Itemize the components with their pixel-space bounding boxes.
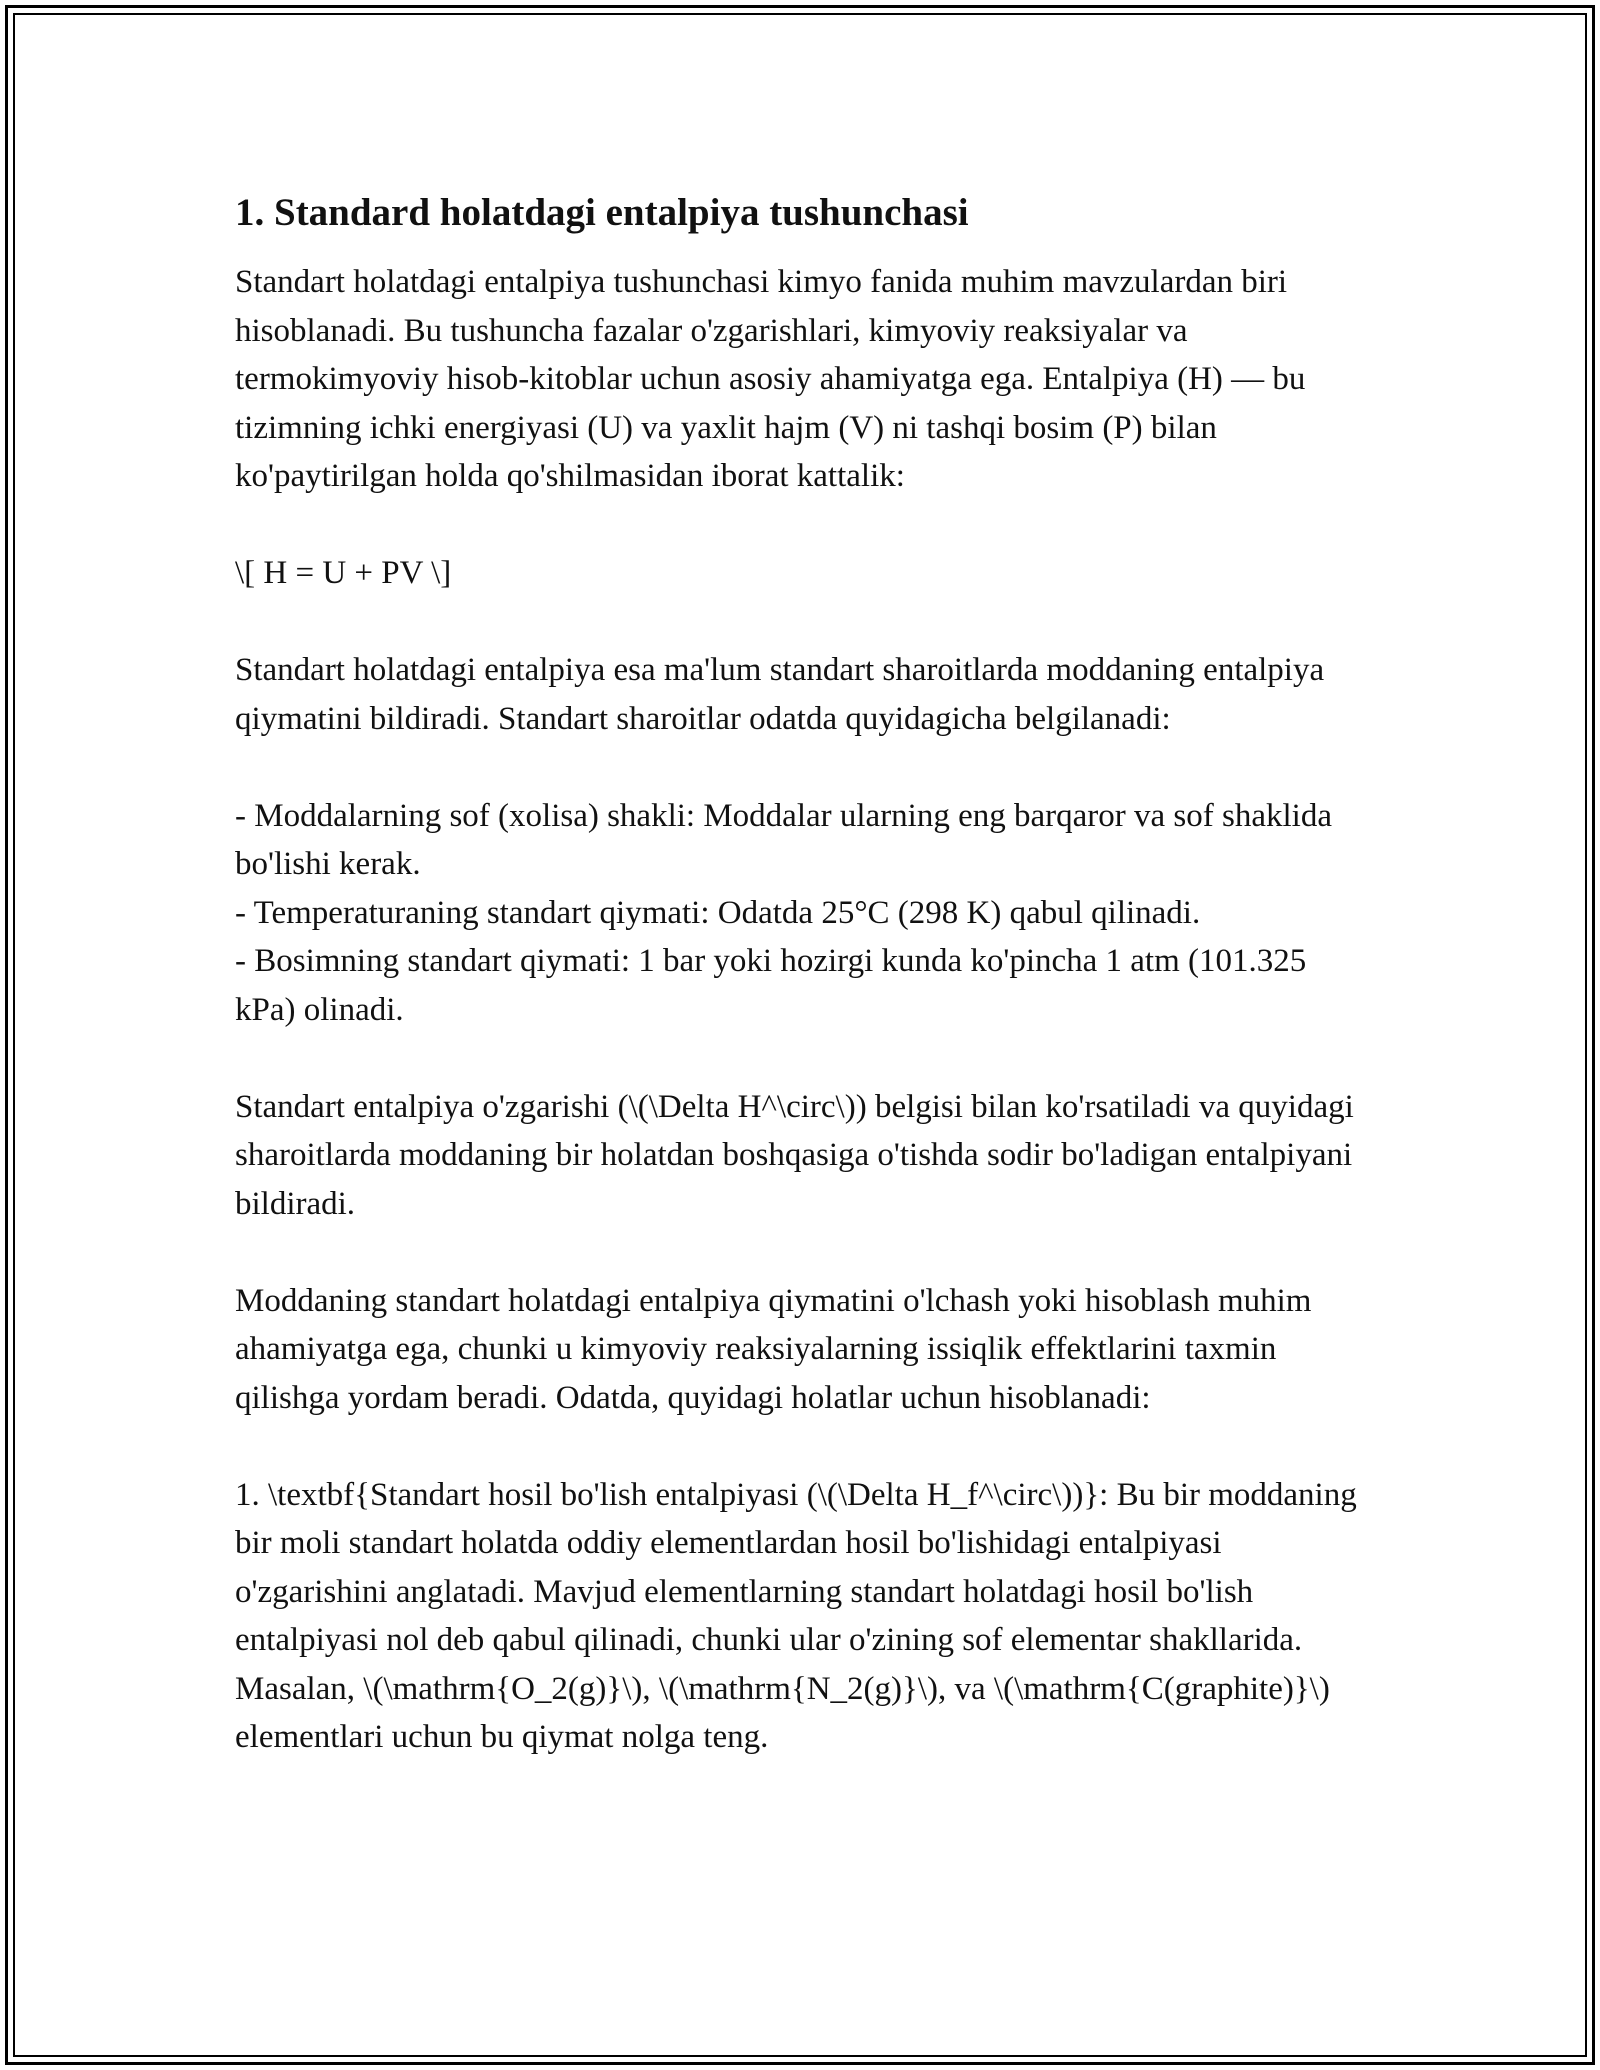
document-body bbox=[235, 186, 1365, 1762]
importance-paragraph: Moddaning standart holatdagi entalpiya qiymatini o'lchash yoki hisoblash muhim ahamiyatga ega, chunki u kimyoviy reaksiyalarning issiqlik effektlarini taxmin qilishga yordam beradi. Odatda, quyidagi holatlar uchun hisoblanadi: bbox=[235, 1282, 1312, 1416]
list-item: - Temperaturaning standart qiymati: Odatda 25°C (298 K) qabul qilinadi. bbox=[235, 894, 1201, 931]
standard-conditions-list bbox=[235, 792, 1365, 1035]
page-title: 1. Standard holatdagi entalpiya tushunchasi bbox=[235, 191, 969, 234]
formation-enthalpy-paragraph: 1. \textbf{Standart hosil bo'lish entalpiyasi (\(\Delta H_f^\circ\))}: Bu bir moddaning bir moli standart holatda oddiy elementlardan hosil bo'lishidagi entalpiyasi o'zgarishini anglatadi. Mavjud elementlarning standart holatdagi hosil bo'lish entalpiyasi nol deb qabul qilinadi, chunki ular o'zining sof elementar shakllarida. Masalan, \(\mathrm{O_2(g)}\), \(\mathrm{N_2(g)}\), va \(\mathrm{C(graphite)}\) elementlari uchun bu qiymat nolga teng. bbox=[235, 1476, 1357, 1755]
enthalpy-change-paragraph: Standart entalpiya o'zgarishi (\(\Delta H^\circ\)) belgisi bilan ko'rsatiladi va quyidagi sharoitlarda moddaning bir holatdan boshqasiga o'tishda sodir bo'ladigan entalpiyani bildiradi. bbox=[235, 1088, 1354, 1222]
intro-paragraph: Standart holatdagi entalpiya tushunchasi kimyo fanida muhim mavzulardan biri hisoblanadi. Bu tushuncha fazalar o'zgarishlari, kimyoviy reaksiyalar va termokimyoviy hisob-kitoblar uchun asosiy ahamiyatga ega. Entalpiya (H) — bu tizimning ichki energiyasi (U) va yaxlit hajm (V) ni tashqi bosim (P) bilan ko'paytirilgan holda qo'shilmasidan iborat kattalik: bbox=[235, 264, 1306, 494]
list-item: - Moddalarning sof (xolisa) shakli: Moddalar ularning eng barqaror va sof shaklida bo'lishi kerak. bbox=[235, 797, 1332, 882]
list-item: - Bosimning standart qiymati: 1 bar yoki hozirgi kunda ko'pincha 1 atm (101.325 kPa) olinadi. bbox=[235, 943, 1307, 1028]
enthalpy-formula: \[ H = U + PV \] bbox=[235, 555, 452, 591]
standard-definition-paragraph: Standart holatdagi entalpiya esa ma'lum standart sharoitlarda moddaning entalpiya qiymatini bildiradi. Standart sharoitlar odatda quyidagicha belgilanadi: bbox=[235, 652, 1325, 737]
